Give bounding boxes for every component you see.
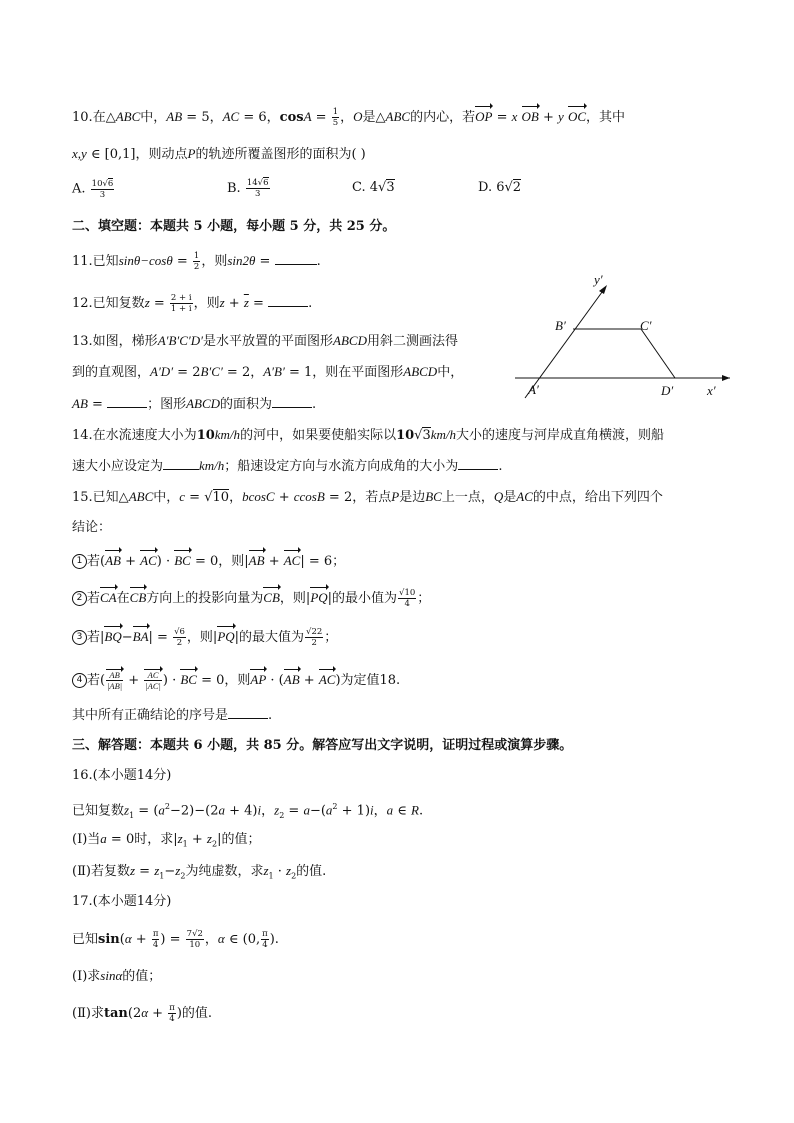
q15-line1: 15.已知△ABC中，c = √10，bcosC + ccosB = 2，若点P是边BC上一点，Q是AC的中点，给出下列四个 — [72, 489, 663, 505]
q15-conclusion-2: 2 若CA在CB方向上的投影向量为CB，则|PQ|的最小值为 $\frac{√10}{4}$ ； — [72, 588, 430, 609]
q16-part-2: (Ⅱ)若复数$z = z_1-z_2$为纯虚数，求$z_1 \cdot z_2$的值. — [72, 863, 327, 881]
answer-blank[interactable] — [228, 718, 268, 719]
trapezoid-figure — [505, 266, 735, 406]
label-c: C′ — [640, 318, 652, 333]
q10-options — [72, 178, 572, 202]
q10-line1: 10.在△ABC中，AB = 5，AC = 6，cosA = $\frac{1}{5}$ ，O是△ABC的内心，若OP = x OB + y OC，其中 — [72, 107, 626, 128]
label-d: D′ — [661, 383, 674, 398]
q14-line2: 速大小应设定为 km/h；船速设定方向与水流方向成角的大小为 . — [72, 458, 503, 474]
q15-conclusion-1: 1 若(AB + AC) · BC = 0，则|AB + AC| = 6； — [72, 551, 345, 572]
q17-heading: 17.(本小题14分) — [72, 894, 172, 909]
q14-line1: 14.在水流速度大小为10km/h的河中，如果要使船实际以10√3km/h大小的速度与河岸成直角横渡，则船 — [72, 427, 665, 443]
answer-blank[interactable] — [458, 469, 498, 470]
y-axis-label: y′ — [594, 272, 603, 287]
x-axis-label: x′ — [707, 383, 716, 398]
option-b[interactable]: B. $\frac{14√6}{3}$ — [227, 178, 269, 199]
answer-blank[interactable] — [107, 407, 147, 408]
circled-number-2: 2 — [72, 591, 87, 606]
q17-line1: 已知sin(α + $\frac{\pi}{4}$ ) = $\frac{7√2}{10}$ ，α ∈ (0, $\frac{\pi}{4}$ ). — [72, 929, 279, 950]
fraction: $\frac{1}{5}$ — [332, 107, 339, 128]
option-d[interactable]: D. 6√2 — [478, 180, 522, 195]
q17-part-2: (Ⅱ)求tan(2α + $\frac{\pi}{4}$ )的值. — [72, 1003, 213, 1024]
q16-part-1: (Ⅰ)当a = 0时，求$|z_1 + z_2|$的值； — [72, 831, 261, 849]
circled-number-3: 3 — [72, 630, 87, 645]
q15-answer: 其中所有正确结论的序号是 . — [72, 708, 273, 723]
label-b: B′ — [555, 318, 566, 333]
q11: 11.已知sinθ−cosθ = $\frac{1}{2}$ ，则sin2θ = . — [72, 251, 321, 272]
option-a[interactable]: A. $\frac{10√6}{3}$ — [72, 179, 114, 200]
segment-cd — [641, 329, 675, 378]
q13-line3: AB = ；图形ABCD的面积为 . — [72, 396, 317, 412]
x-axis-arrow — [722, 375, 730, 381]
q16-line1: 已知复数$z_1 = (a^2-2)-(2a + 4)i$，$z_2 = a-(a^2 + 1)i$，a ∈ R. — [72, 802, 424, 820]
circled-number-4: 4 — [72, 673, 87, 688]
q17-part-1: (Ⅰ)求sinα的值； — [72, 968, 162, 984]
q13-line2: 到的直观图，A′D′ = 2B′C′ = 2，A′B′ = 1，则在平面图形ABCD中， — [72, 364, 464, 380]
q12: 12.已知复数z = $\frac{2 + i}{1 + i}$ ，则$z + \overline{z}$ = . — [72, 293, 313, 314]
q15-conclusion-3: 3 若|BQ−BA| = $\frac{√6}{2}$ ，则|PQ|的最大值为 $\frac{√22}{2}$ ； — [72, 627, 337, 648]
q10-line2: x,y ∈ [0,1]，则动点P的轨迹所覆盖图形的面积为( ) — [72, 146, 366, 162]
q15-conclusion-4: 4 若( $\frac{AB}{|AB|}$ + $\frac{AC}{|AC|}$ ) · BC = 0，则AP · (AB + AC)为定值18. — [72, 670, 400, 691]
option-c[interactable]: C. 4√3 — [352, 180, 395, 195]
answer-blank[interactable] — [275, 264, 317, 265]
circled-number-1: 1 — [72, 554, 87, 569]
q16-heading: 16.(本小题14分) — [72, 768, 172, 783]
section-2-title: 二、填空题：本题共 5 小题，每小题 5 分，共 25 分。 — [72, 219, 396, 234]
answer-blank[interactable] — [272, 407, 312, 408]
section-3-title: 三、解答题：本题共 6 小题，共 85 分。解答应写出文字说明，证明过程或演算步骤。 — [72, 738, 573, 753]
q13-line1: 13.如图，梯形A′B′C′D′是水平放置的平面图形ABCD用斜二测画法得 — [72, 333, 458, 349]
q15-line2: 结论： — [72, 520, 112, 535]
answer-blank[interactable] — [268, 306, 308, 307]
label-a: A′ — [528, 382, 539, 397]
answer-blank[interactable] — [163, 469, 199, 470]
